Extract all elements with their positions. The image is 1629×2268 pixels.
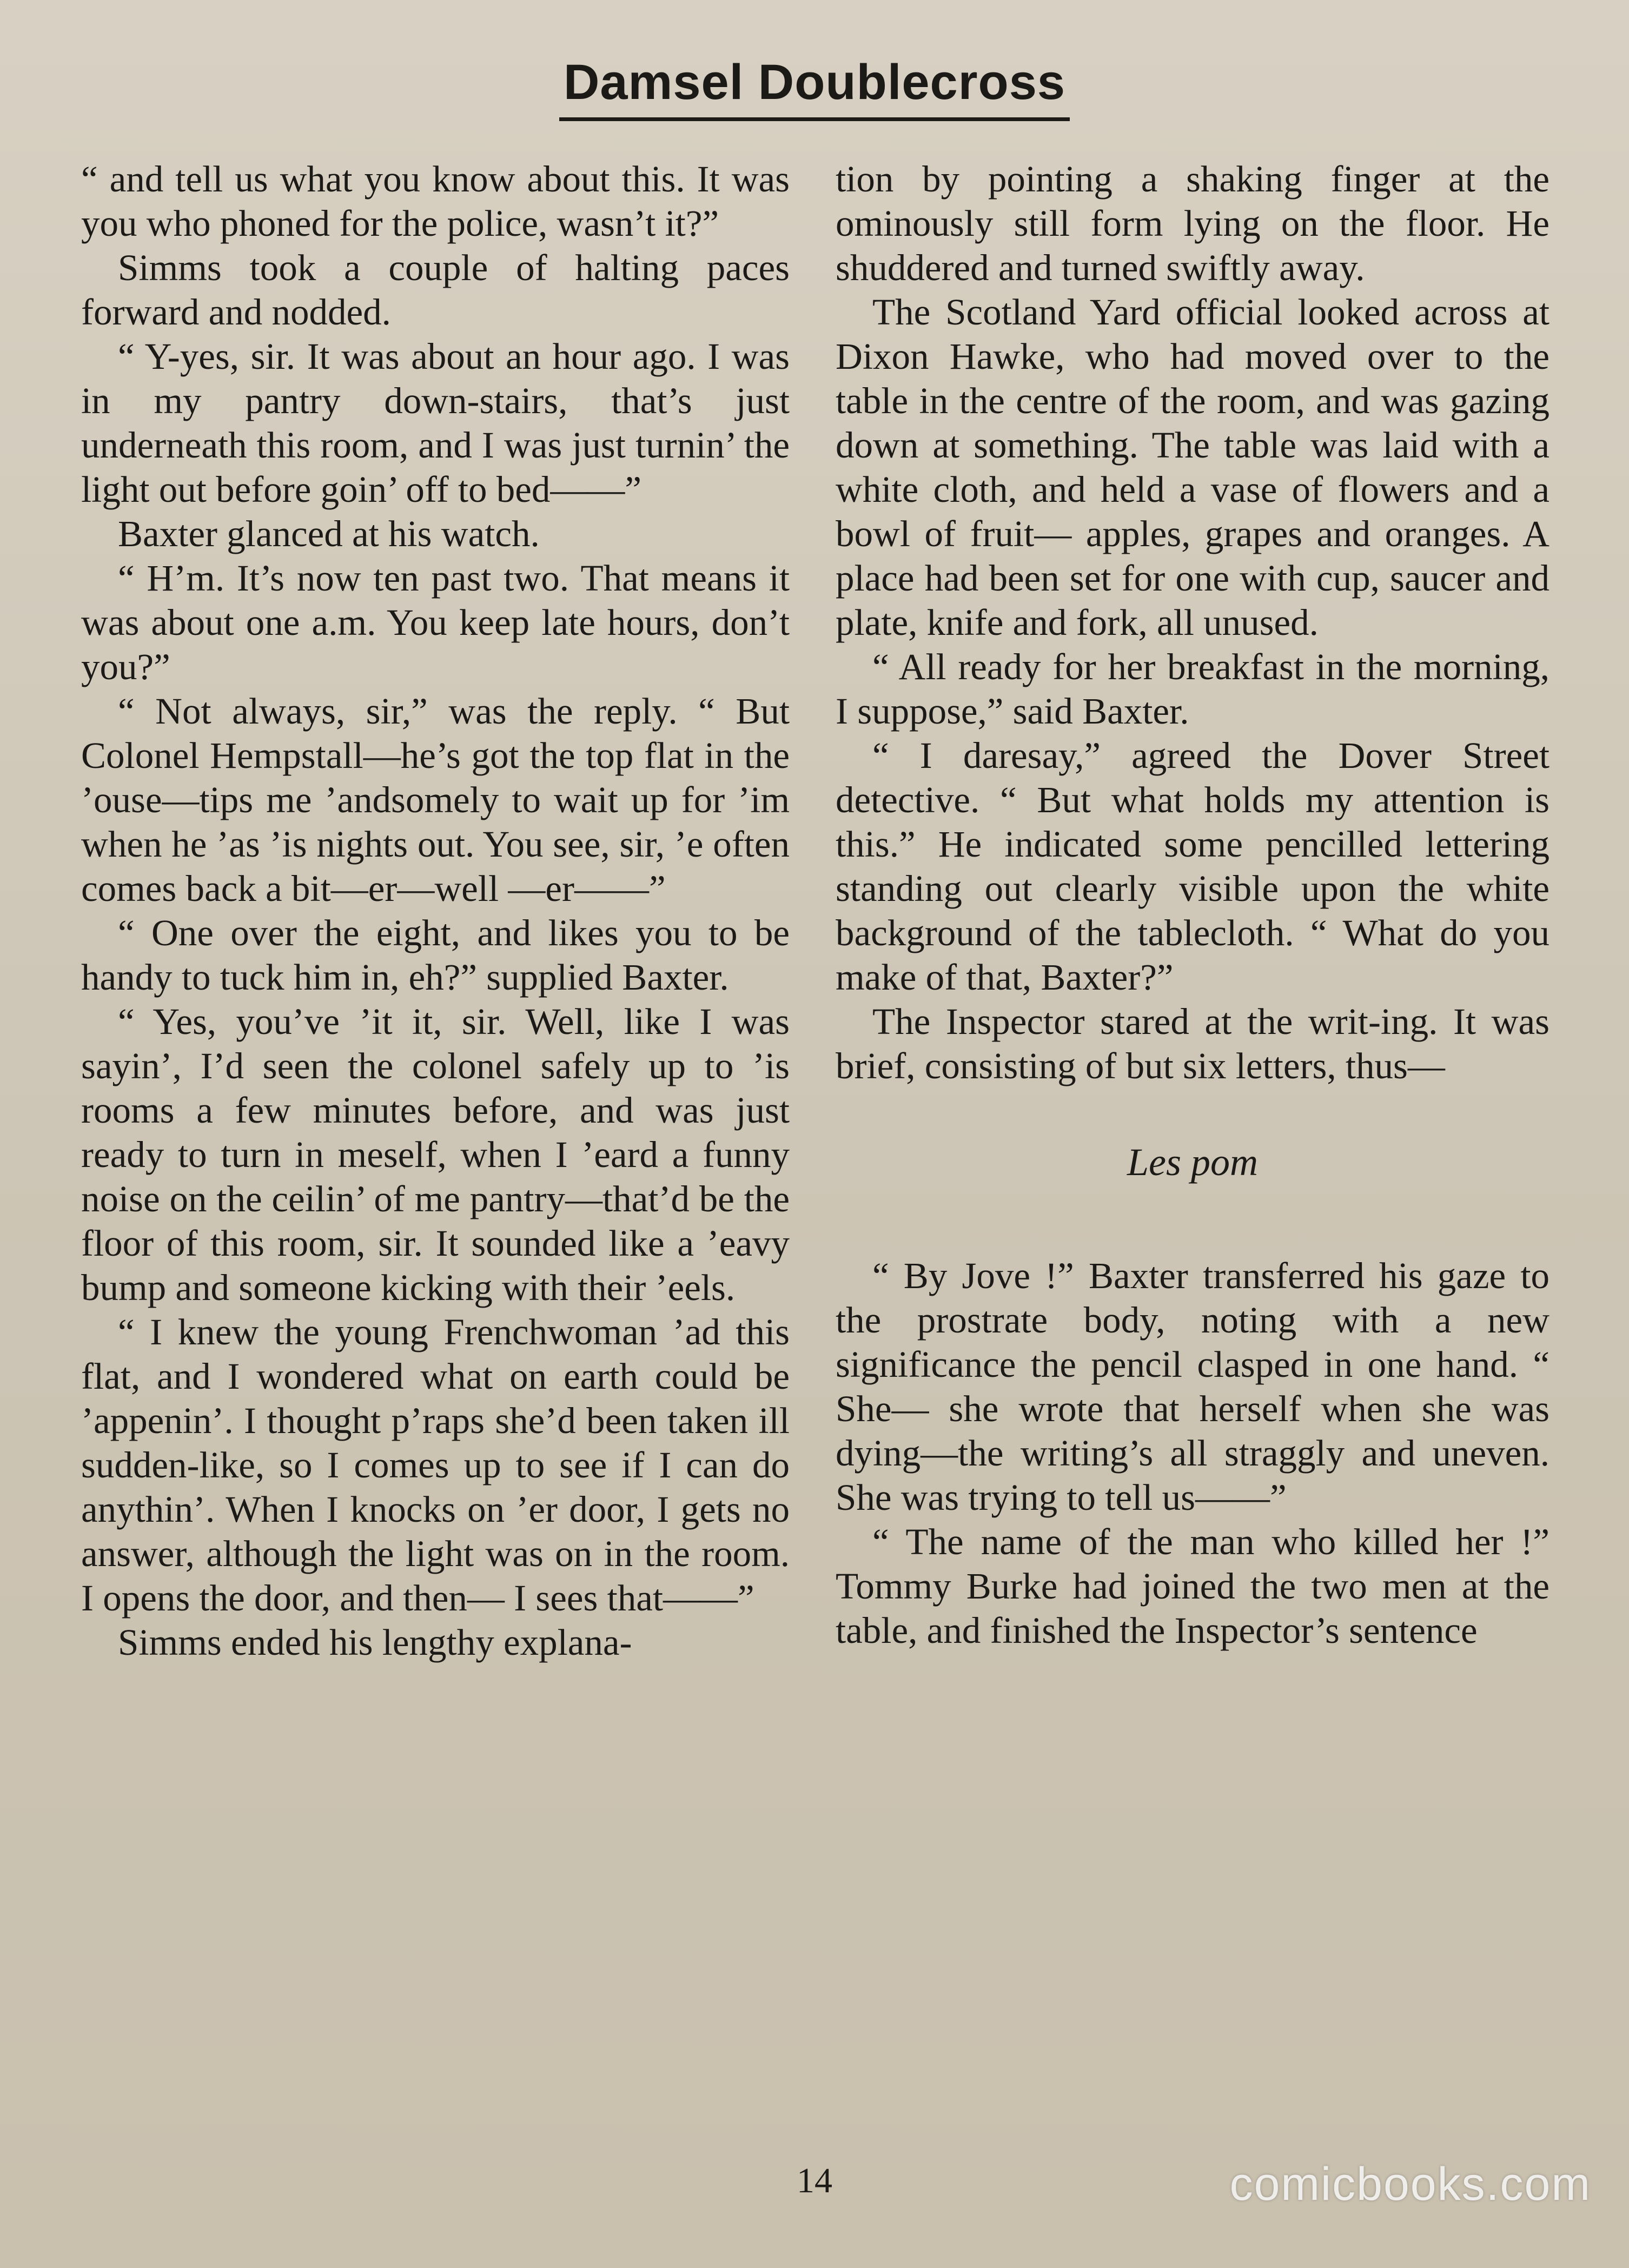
paragraph: “ By Jove !” Baxter transferred his gaze to the prostrate body, noting with a new significance the pencil clasped in one hand. “ She— she wrote that herself when she was dying—the writing’s all straggly and uneven. She was trying to tell us——” xyxy=(836,1255,1549,1518)
story-title: Damsel Doublecross xyxy=(559,54,1070,121)
paragraph: “ I daresay,” agreed the Dover Street detective. “ But what holds my attention is this.” He indicated some pencilled lettering standing out clearly visible upon the white background of the tablecloth. “ What do you make of that, Baxter?” xyxy=(836,735,1549,998)
paragraph: “ and tell us what you know about this. It was you who phoned for the police, wasn’t it?” xyxy=(81,158,790,244)
paragraph: “ Yes, you’ve ’it it, sir. Well, like I was sayin’, I’d seen the colonel safely up to ’is rooms a few minutes before, and was just ready to turn in meself, when I ’eard a funny noise on the ceilin’ of me pantry—that’d be the floor of this room, sir. It sounded like a ’eavy bump and someone kicking with their ’eels. xyxy=(81,1001,790,1308)
pencilled-clue: Les pom xyxy=(1127,1140,1258,1184)
paragraph: The Scotland Yard official looked across at Dixon Hawke, who had moved over to the table in the centre of the room, and was gazing down at something. The table was laid with a white cloth, and held a vase of flowers and a bowl of fruit— apples, grapes and oranges. A place had been set for one with cup, saucer and plate, knife and fork, all unused. xyxy=(836,291,1549,643)
paragraph: “ I knew the young Frenchwoman ’ad this flat, and I wondered what on earth could be ’appenin’. I thought p’raps she’d been taken ill sudden-like, so I comes up to see if I can do anythin’. When I knocks on ’er door, I gets no answer, although the light was on in the room. I opens the door, and then— I sees that——” xyxy=(81,1311,790,1619)
page-number: 14 xyxy=(797,2161,832,2200)
story-title-wrap xyxy=(0,54,1629,121)
right-column xyxy=(836,157,1549,1653)
left-column xyxy=(81,157,790,1664)
paragraph: “ All ready for her breakfast in the morning, I suppose,” said Baxter. xyxy=(836,646,1549,732)
paragraph: “ Not always, sir,” was the reply. “ But Colonel Hempstall—he’s got the top flat in the ’ouse—tips me ’andsomely to wait up for ’im when he ’as ’is nights out. You see, sir, ’e often comes back a bit—er—well —er——” xyxy=(81,691,790,909)
paragraph: Simms ended his lengthy explana- xyxy=(118,1622,632,1663)
paragraph: “ The name of the man who killed her !” Tommy Burke had joined the two men at the table, and finished the Inspector’s sentence xyxy=(836,1521,1549,1651)
watermark: comicbooks.com xyxy=(1229,2158,1591,2210)
paragraph: tion by pointing a shaking finger at the ominously still form lying on the floor. He shuddered and turned swiftly away. xyxy=(836,158,1549,288)
paragraph: Simms took a couple of halting paces forward and nodded. xyxy=(81,247,790,333)
paragraph: “ One over the eight, and likes you to be handy to tuck him in, eh?” supplied Baxter. xyxy=(81,912,790,998)
paragraph: Baxter glanced at his watch. xyxy=(118,513,540,554)
paragraph: The Inspector stared at the writ-ing. It was brief, consisting of but six letters, thus— xyxy=(836,1001,1549,1086)
paragraph: “ H’m. It’s now ten past two. That means it was about one a.m. You keep late hours, don’t you?” xyxy=(81,558,790,687)
paragraph: “ Y-yes, sir. It was about an hour ago. I was in my pantry down-stairs, that’s just underneath this room, and I was just turnin’ the light out before goin’ off to bed——” xyxy=(81,336,790,510)
